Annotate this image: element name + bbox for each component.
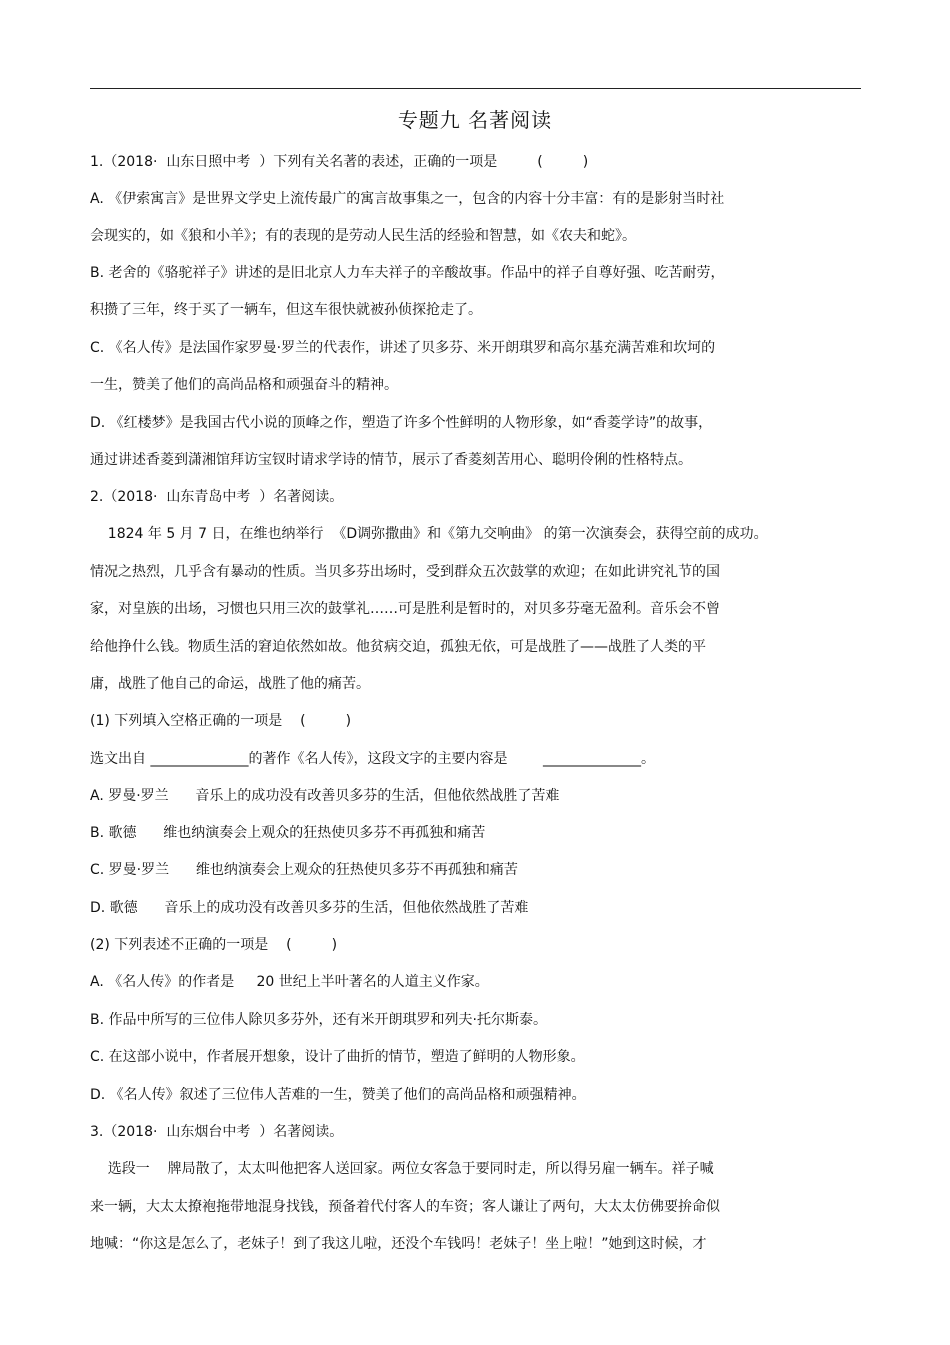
q1-option-c-cont: 一生，赞美了他们的高尚品格和顽强奋斗的精神。	[90, 377, 398, 393]
q2-sub2-option-d: D. 《名人传》叙述了三位伟人苦难的一生，赞美了他们的高尚品格和顽强精神。	[90, 1087, 586, 1103]
q1-option-a: A. 《伊索寓言》是世界文学史上流传最广的寓言故事集之一，包含的内容十分丰富：有的是影射当时社	[90, 191, 725, 207]
q2-sub2-option-a: A. 《名人传》的作者是 20 世纪上半叶著名的人道主义作家。	[90, 974, 489, 990]
q1-option-d: D. 《红楼梦》是我国古代小说的顶峰之作，塑造了许多个性鲜明的人物形象，如“香菱学诗”的故事，	[90, 415, 713, 431]
q2-sub2-option-c: C. 在这部小说中，作者展开想象，设计了曲折的情节，塑造了鲜明的人物形象。	[90, 1049, 585, 1065]
question-2-stem: 2.（2018· 山东青岛中考 ）名著阅读。	[90, 489, 344, 505]
q1-option-b-cont: 积攒了三年，终于买了一辆车，但这车很快就被孙侦探抢走了。	[90, 302, 482, 318]
q2-sub2-stem: (2) 下列表述不正确的一项是 ( )	[90, 937, 338, 953]
q2-sub1-option-d: D. 歌德 音乐上的成功没有改善贝多芬的生活，但他依然战胜了苦难	[90, 900, 529, 916]
q1-option-c: C. 《名人传》是法国作家罗曼·罗兰的代表作，讲述了贝多芬、米开朗琪罗和高尔基充满苦难和坎坷的	[90, 340, 716, 356]
q2-sub1-blank-sentence: 选文出自 ______________的著作《名人传》，这段文字的主要内容是 ______________。	[90, 751, 656, 767]
q2-sub1-option-a: A. 罗曼·罗兰 音乐上的成功没有改善贝多芬的生活，但他依然战胜了苦难	[90, 788, 560, 804]
q3-passage-line: 地喊：“你这是怎么了，老妹子！到了我这儿啦，还没个车钱吗！老妹子！坐上啦！”她到这时候，才	[90, 1236, 707, 1252]
q1-option-a-cont: 会现实的，如《狼和小羊》；有的表现的是劳动人民生活的经验和智慧，如《农夫和蛇》。	[90, 228, 636, 244]
q2-passage-line: 情况之热烈，几乎含有暴动的性质。当贝多芬出场时，受到群众五次鼓掌的欢迎；在如此讲究礼节的国	[90, 564, 720, 580]
q1-option-b: B. 老舍的《骆驼祥子》讲述的是旧北京人力车夫祥子的辛酸故事。作品中的祥子自尊好强、吃苦耐劳，	[90, 265, 725, 281]
q2-sub2-option-b: B. 作品中所写的三位伟人除贝多芬外，还有米开朗琪罗和列夫·托尔斯泰。	[90, 1012, 547, 1028]
q2-sub1-option-c: C. 罗曼·罗兰 维也纳演奏会上观众的狂热使贝多芬不再孤独和痛苦	[90, 862, 518, 878]
q2-passage-line: 庸，战胜了他自己的命运，战胜了他的痛苦。	[90, 676, 370, 692]
q2-passage-line: 给他挣什么钱。物质生活的窘迫依然如故。他贫病交迫，孤独无依，可是战胜了——战胜了人类的平	[90, 639, 706, 655]
q1-option-d-cont: 通过讲述香菱到潇湘馆拜访宝钗时请求学诗的情节，展示了香菱刻苦用心、聪明伶俐的性格特点。	[90, 452, 692, 468]
q2-passage-line: 1824 年 5 月 7 日，在维也纳举行 《D调弥撒曲》和《第九交响曲》 的第一次演奏会，获得空前的成功。	[90, 526, 768, 542]
q2-sub1-stem: (1) 下列填入空格正确的一项是 ( )	[90, 713, 352, 729]
page-title: 专题九 名著阅读	[397, 108, 553, 132]
question-1-stem: 1.（2018· 山东日照中考 ）下列有关名著的表述，正确的一项是 ( )	[90, 154, 589, 170]
header-rule	[90, 88, 861, 89]
q3-passage-line: 选段一 牌局散了，太太叫他把客人送回家。两位女客急于要同时走，所以得另雇一辆车。祥子喊	[90, 1161, 714, 1177]
q2-sub1-option-b: B. 歌德 维也纳演奏会上观众的狂热使贝多芬不再孤独和痛苦	[90, 825, 486, 841]
question-3-stem: 3.（2018· 山东烟台中考 ）名著阅读。	[90, 1124, 344, 1140]
q2-passage-line: 家，对皇族的出场，习惯也只用三次的鼓掌礼……可是胜利是暂时的，对贝多芬毫无盈利。音乐会不曾	[90, 601, 720, 617]
q3-passage-line: 来一辆，大太太撩袍拖带地混身找钱，预备着代付客人的车资；客人谦让了两句，大太太仿佛要拚命似	[90, 1199, 720, 1215]
